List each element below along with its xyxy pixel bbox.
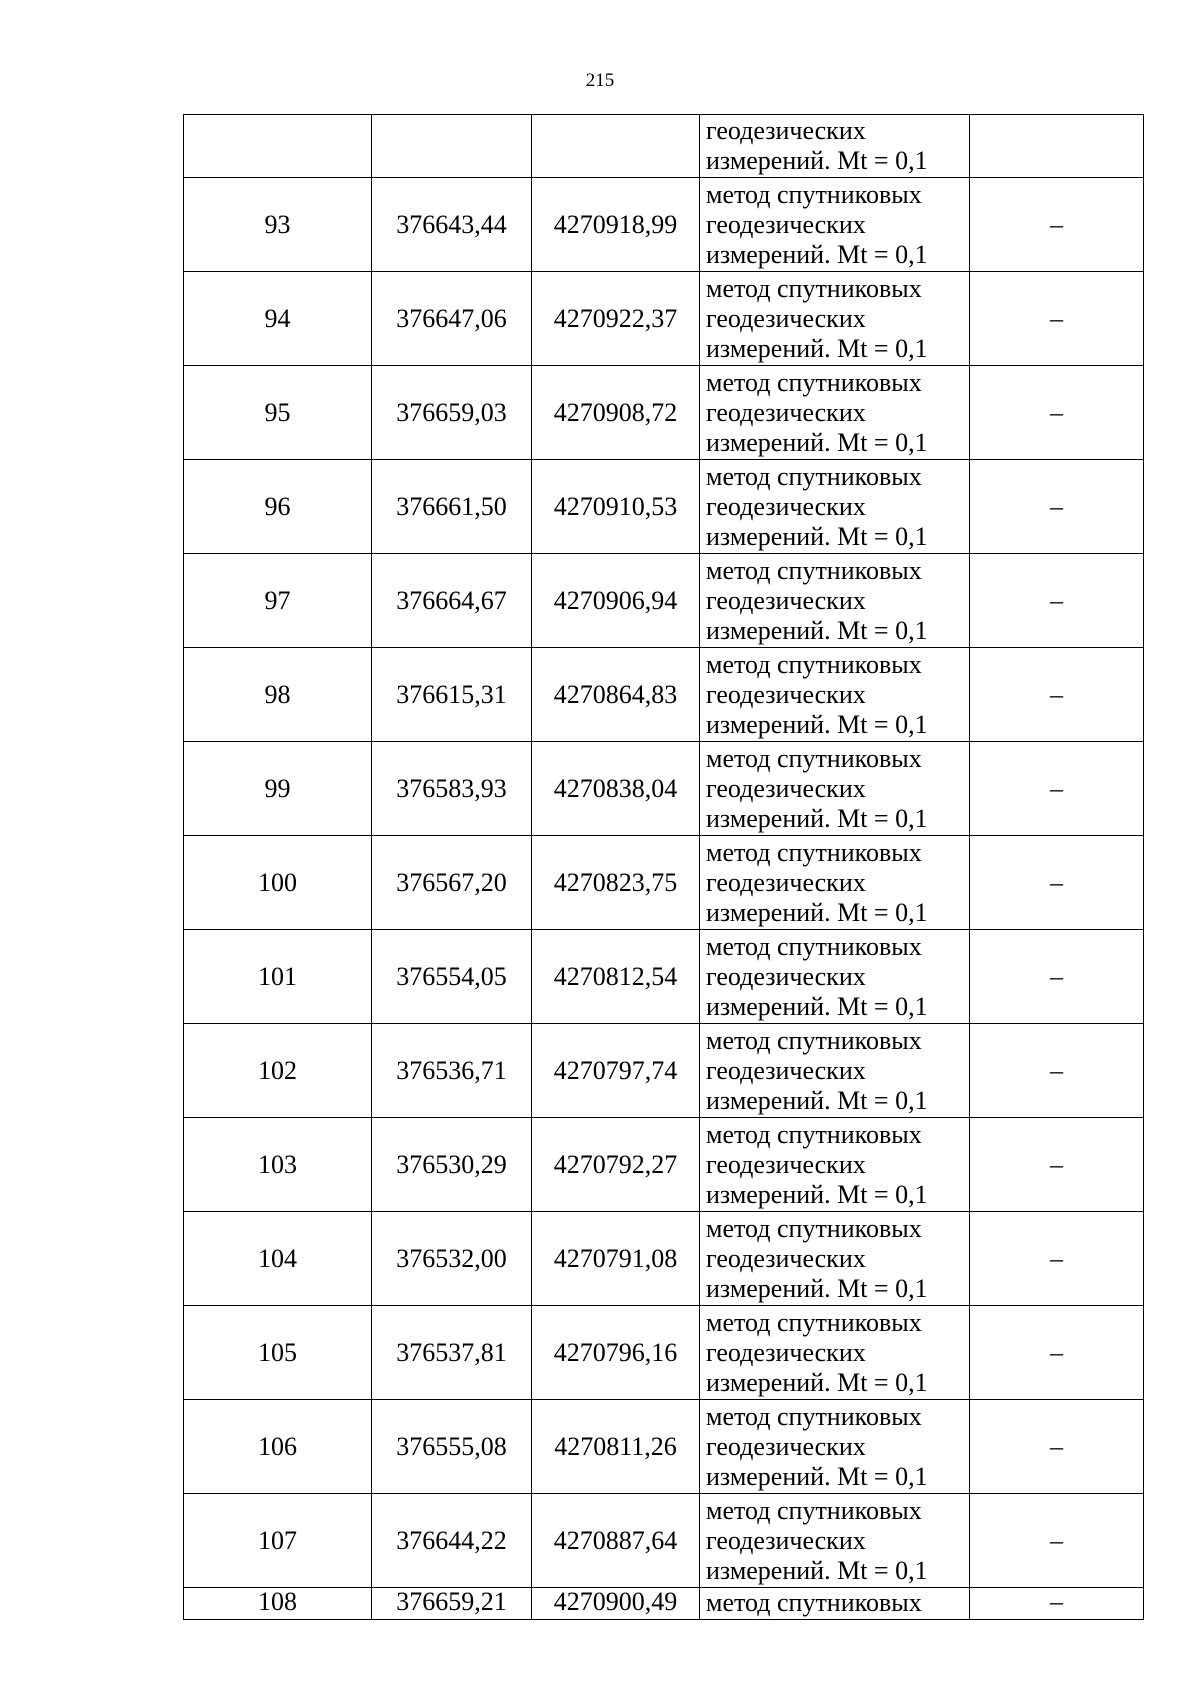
method-line: метод спутниковых — [706, 1025, 922, 1055]
point-number-cell — [184, 115, 372, 178]
method-line: метод спутниковых — [706, 179, 922, 209]
x-coordinate-cell: 376530,29 — [372, 1118, 532, 1212]
y-coordinate-cell: 4270910,53 — [532, 460, 700, 554]
method-cell — [700, 1212, 970, 1306]
y-coordinate-cell: 4270918,99 — [532, 178, 700, 272]
method-line: метод спутниковых — [706, 555, 922, 585]
method-cell — [700, 930, 970, 1024]
method-line: геодезических — [706, 585, 866, 615]
method-cell — [700, 1306, 970, 1400]
method-cell — [700, 115, 970, 178]
method-cell — [700, 460, 970, 554]
note-cell: – — [970, 1212, 1144, 1306]
method-line: метод спутниковых — [706, 931, 922, 961]
y-coordinate-cell: 4270887,64 — [532, 1494, 700, 1588]
method-line: измерений. Mt = 0,1 — [706, 1085, 928, 1115]
method-line: метод спутниковых — [706, 1213, 922, 1243]
method-line: геодезических — [706, 679, 866, 709]
table-row — [184, 366, 1144, 460]
y-coordinate-cell: 4270823,75 — [532, 836, 700, 930]
method-line: геодезических — [706, 397, 866, 427]
method-cell — [700, 836, 970, 930]
point-number-cell: 97 — [184, 554, 372, 648]
x-coordinate-cell: 376659,03 — [372, 366, 532, 460]
method-line: измерений. Mt = 0,1 — [706, 615, 928, 645]
table-row — [184, 1118, 1144, 1212]
note-cell: – — [970, 648, 1144, 742]
note-cell: – — [970, 1588, 1144, 1620]
method-line: метод спутниковых — [706, 367, 922, 397]
method-cell — [700, 1400, 970, 1494]
note-cell: – — [970, 1118, 1144, 1212]
method-line: геодезических — [706, 1055, 866, 1085]
method-cell — [700, 272, 970, 366]
point-number-cell: 100 — [184, 836, 372, 930]
coordinates-table-body — [184, 115, 1144, 1620]
table-row — [184, 836, 1144, 930]
x-coordinate-cell: 376554,05 — [372, 930, 532, 1024]
method-line: метод спутниковых — [706, 649, 922, 679]
x-coordinate-cell: 376647,06 — [372, 272, 532, 366]
x-coordinate-cell: 376583,93 — [372, 742, 532, 836]
x-coordinate-cell — [372, 115, 532, 178]
method-line: геодезических — [706, 209, 866, 239]
point-number-cell: 104 — [184, 1212, 372, 1306]
method-line: измерений. Mt = 0,1 — [706, 1555, 928, 1585]
method-line: геодезических — [706, 773, 866, 803]
note-cell — [970, 115, 1144, 178]
x-coordinate-cell: 376532,00 — [372, 1212, 532, 1306]
method-cell — [700, 742, 970, 836]
method-line: метод спутниковых — [706, 837, 922, 867]
x-coordinate-cell: 376536,71 — [372, 1024, 532, 1118]
y-coordinate-cell: 4270864,83 — [532, 648, 700, 742]
note-cell: – — [970, 366, 1144, 460]
point-number-cell: 98 — [184, 648, 372, 742]
point-number-cell: 106 — [184, 1400, 372, 1494]
note-cell: – — [970, 272, 1144, 366]
method-line: измерений. Mt = 0,1 — [706, 427, 928, 457]
method-line: геодезических — [706, 961, 866, 991]
table-row — [184, 648, 1144, 742]
method-cell — [700, 648, 970, 742]
y-coordinate-cell: 4270791,08 — [532, 1212, 700, 1306]
point-number-cell: 95 — [184, 366, 372, 460]
method-line: измерений. Mt = 0,1 — [706, 146, 928, 175]
y-coordinate-cell: 4270838,04 — [532, 742, 700, 836]
method-line: метод спутниковых — [706, 1307, 922, 1337]
method-line: геодезических — [706, 867, 866, 897]
point-number-cell: 103 — [184, 1118, 372, 1212]
note-cell: – — [970, 460, 1144, 554]
method-line: геодезических — [706, 116, 866, 145]
x-coordinate-cell: 376615,31 — [372, 648, 532, 742]
page-number: 215 — [585, 70, 615, 91]
method-line: измерений. Mt = 0,1 — [706, 333, 928, 363]
method-line: метод спутниковых — [706, 1495, 922, 1525]
x-coordinate-cell: 376537,81 — [372, 1306, 532, 1400]
method-cell — [700, 1024, 970, 1118]
y-coordinate-cell: 4270797,74 — [532, 1024, 700, 1118]
table-row — [184, 1306, 1144, 1400]
method-cell — [700, 1588, 970, 1620]
note-cell: – — [970, 1306, 1144, 1400]
y-coordinate-cell: 4270908,72 — [532, 366, 700, 460]
point-number-cell: 93 — [184, 178, 372, 272]
y-coordinate-cell: 4270906,94 — [532, 554, 700, 648]
note-cell: – — [970, 1024, 1144, 1118]
point-number-cell: 105 — [184, 1306, 372, 1400]
method-line: метод спутниковых — [706, 1119, 922, 1149]
method-line: измерений. Mt = 0,1 — [706, 1273, 928, 1303]
note-cell: – — [970, 1494, 1144, 1588]
y-coordinate-cell: 4270796,16 — [532, 1306, 700, 1400]
note-cell: – — [970, 178, 1144, 272]
method-cell — [700, 178, 970, 272]
y-coordinate-cell: 4270792,27 — [532, 1118, 700, 1212]
method-line: измерений. Mt = 0,1 — [706, 1179, 928, 1209]
method-line: измерений. Mt = 0,1 — [706, 803, 928, 833]
method-line: метод спутниковых — [706, 743, 922, 773]
y-coordinate-cell — [532, 115, 700, 178]
x-coordinate-cell: 376567,20 — [372, 836, 532, 930]
method-cell — [700, 366, 970, 460]
method-line: геодезических — [706, 303, 866, 333]
method-line: измерений. Mt = 0,1 — [706, 897, 928, 927]
table-row — [184, 1494, 1144, 1588]
y-coordinate-cell: 4270900,49 — [532, 1588, 700, 1620]
method-cell — [700, 1118, 970, 1212]
y-coordinate-cell: 4270812,54 — [532, 930, 700, 1024]
table-row — [184, 272, 1144, 366]
note-cell: – — [970, 930, 1144, 1024]
method-line: геодезических — [706, 1149, 866, 1179]
note-cell: – — [970, 554, 1144, 648]
x-coordinate-cell: 376659,21 — [372, 1588, 532, 1620]
note-cell: – — [970, 836, 1144, 930]
note-cell: – — [970, 1400, 1144, 1494]
method-line: геодезических — [706, 1431, 866, 1461]
method-line: измерений. Mt = 0,1 — [706, 239, 928, 269]
y-coordinate-cell: 4270811,26 — [532, 1400, 700, 1494]
method-line: метод спутниковых — [706, 273, 922, 303]
table-row — [184, 1212, 1144, 1306]
method-line: геодезических — [706, 491, 866, 521]
x-coordinate-cell: 376643,44 — [372, 178, 532, 272]
note-cell: – — [970, 742, 1144, 836]
point-number-cell: 101 — [184, 930, 372, 1024]
point-number-cell: 96 — [184, 460, 372, 554]
method-line: измерений. Mt = 0,1 — [706, 1461, 928, 1491]
table-row — [184, 1024, 1144, 1118]
method-cell — [700, 554, 970, 648]
method-line: измерений. Mt = 0,1 — [706, 1367, 928, 1397]
point-number-cell: 99 — [184, 742, 372, 836]
table-row — [184, 930, 1144, 1024]
table-row — [184, 554, 1144, 648]
x-coordinate-cell: 376555,08 — [372, 1400, 532, 1494]
table-row — [184, 1400, 1144, 1494]
point-number-cell: 107 — [184, 1494, 372, 1588]
y-coordinate-cell: 4270922,37 — [532, 272, 700, 366]
method-line: геодезических — [706, 1243, 866, 1273]
method-line: измерений. Mt = 0,1 — [706, 991, 928, 1021]
method-line: измерений. Mt = 0,1 — [706, 709, 928, 739]
table-row — [184, 742, 1144, 836]
method-line: измерений. Mt = 0,1 — [706, 521, 928, 551]
table-row — [184, 178, 1144, 272]
method-line: метод спутниковых — [706, 461, 922, 491]
method-line: метод спутниковых — [706, 1588, 922, 1617]
point-number-cell: 94 — [184, 272, 372, 366]
table-row — [184, 460, 1144, 554]
point-number-cell: 102 — [184, 1024, 372, 1118]
x-coordinate-cell: 376661,50 — [372, 460, 532, 554]
x-coordinate-cell: 376644,22 — [372, 1494, 532, 1588]
method-line: геодезических — [706, 1525, 866, 1555]
method-line: метод спутниковых — [706, 1401, 922, 1431]
point-number-cell: 108 — [184, 1588, 372, 1620]
x-coordinate-cell: 376664,67 — [372, 554, 532, 648]
method-line: геодезических — [706, 1337, 866, 1367]
method-cell — [700, 1494, 970, 1588]
table-row-continuation — [184, 115, 1144, 178]
coordinates-table — [183, 114, 1144, 1620]
table-row — [184, 1588, 1144, 1620]
